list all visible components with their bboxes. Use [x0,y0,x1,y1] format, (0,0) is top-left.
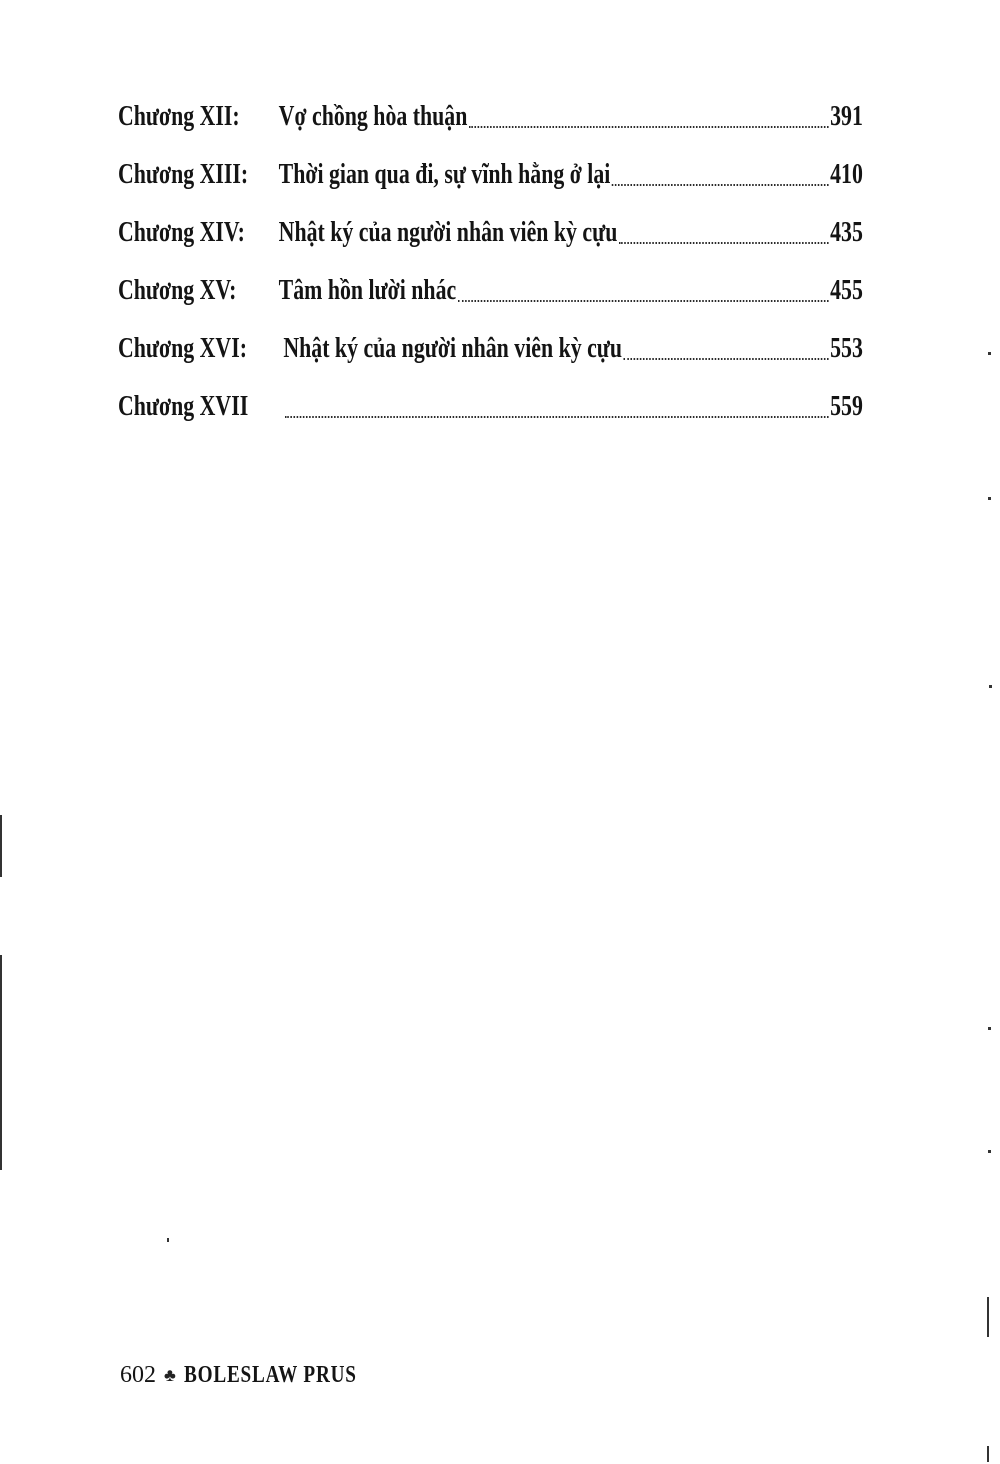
table-of-contents [118,97,863,445]
chapter-title: Vợ chồng hòa thuận [278,101,468,132]
chapter-page-number: 553 [830,333,863,364]
chapter-page-number: 391 [830,101,863,132]
toc-entry [118,97,863,155]
scan-mark [988,497,991,500]
scan-mark [988,352,991,355]
dot-leader [624,357,829,360]
footer-page-number: 602 [120,1362,156,1388]
chapter-page-number: 559 [830,391,863,422]
chapter-title: Nhật ký của người nhân viên kỳ cựu [278,217,618,248]
dot-leader [285,415,829,418]
toc-entry [118,213,863,271]
chapter-label: Chương XV: [118,275,237,306]
chapter-page-number: 435 [830,217,863,248]
scan-mark [988,1150,991,1153]
toc-entry [118,155,863,213]
scan-mark [987,1297,989,1337]
chapter-label: Chương XVI: [118,333,247,364]
toc-entry [118,387,863,445]
chapter-title: Tâm hồn lười nhác [278,275,457,306]
footer-author: BOLESLAW PRUS [183,1362,357,1388]
club-ornament-icon: ♣ [164,1365,176,1385]
dot-leader [612,183,829,186]
chapter-page-number: 455 [830,275,863,306]
scan-mark [988,1027,991,1030]
chapter-page-number: 410 [830,159,863,190]
scan-mark [0,815,2,877]
dot-leader [469,125,829,128]
chapter-label: Chương XIII: [118,159,249,190]
page-footer [120,1362,400,1389]
dot-leader [458,299,829,302]
dot-leader [619,241,829,244]
scan-mark [987,1446,989,1462]
toc-entry [118,329,863,387]
chapter-label: Chương XIV: [118,217,245,248]
chapter-label: Chương XVII [118,391,249,422]
toc-entry [118,271,863,329]
chapter-title: Thời gian qua đi, sự vĩnh hằng ở lại [278,159,611,190]
scan-mark [0,955,2,1170]
chapter-label: Chương XII: [118,101,240,132]
chapter-title: Nhật ký của người nhân viên kỳ cựu [283,333,623,364]
scan-mark [167,1238,169,1242]
scan-mark [989,685,992,688]
